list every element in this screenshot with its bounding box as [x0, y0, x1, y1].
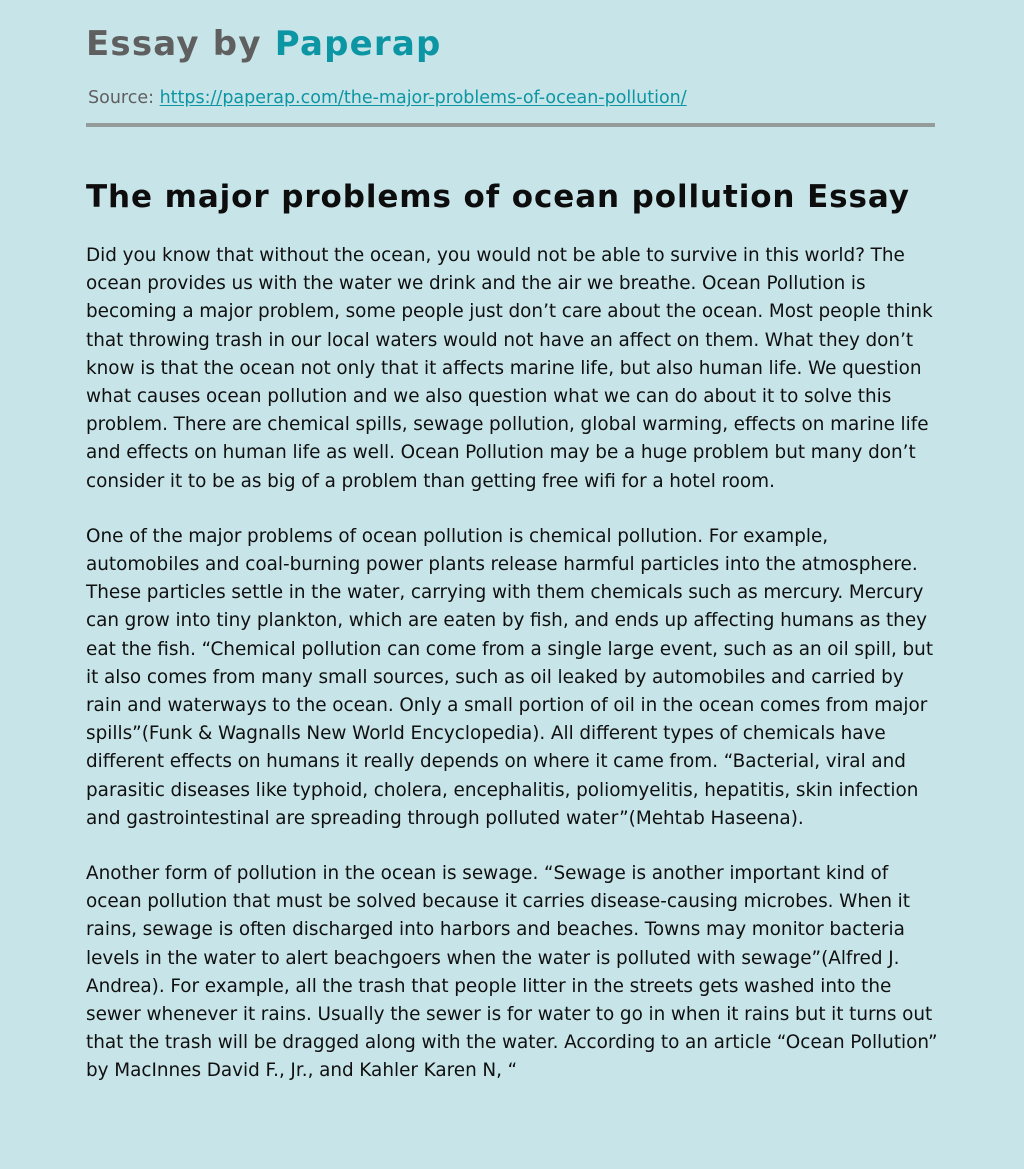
- article-paragraph: Did you know that without the ocean, you would not be able to survive in this world? The ocean provides us with the water we drink and the air we breathe. Ocean Pollution is becoming a major problem, some people just don’t care about the ocean. Most people think that throwing trash in our local waters would not have an affect on them. What they don’t know is that the ocean not only that it affects marine life, but also human life. We question what causes ocean pollution and we also question what we can do about it to solve this problem. There are chemical spills, sewage pollution, global warming, effects on marine life and effects on human life as well. Ocean Pollution may be a huge problem but many don’t consider it to be as big of a problem than getting free wifi for a hotel room.: [86, 245, 933, 492]
- source-url-link[interactable]: https://paperap.com/the-major-problems-of-ocean-pollution/: [159, 88, 687, 108]
- brand-name-label: Paperap: [274, 24, 442, 64]
- header-divider: [86, 123, 935, 127]
- source-line: [88, 86, 687, 110]
- page-title: The major problems of ocean pollution Essay: [86, 179, 910, 215]
- article-body: [86, 242, 938, 1086]
- brand-header: [86, 24, 442, 64]
- source-label: Source:: [88, 88, 155, 108]
- article-container: [86, 178, 938, 1086]
- article-paragraph: One of the major problems of ocean pollution is chemical pollution. For example, automobiles and coal-burning power plants release harmful particles into the atmosphere. These particles settle in the water, carrying with them chemicals such as mercury. Mercury can grow into tiny plankton, which are eaten by fish, and ends up affecting humans as they eat the fish. “Chemical pollution can come from a single large event, such as an oil spill, but it also comes from many small sources, such as oil leaked by automobiles and carried by rain and waterways to the ocean. Only a small portion of oil in the ocean comes from major spills”(Funk & Wagnalls New World Encyclopedia). All different types of chemicals have different effects on humans it really depends on where it came from. “Bacterial, viral and parasitic diseases like typhoid, cholera, encephalitis, poliomyelitis, hepatitis, skin infection and gastrointestinal are spreading through polluted water”(Mehtab Haseena).: [86, 525, 934, 829]
- brand-prefix-label: Essay by: [86, 24, 262, 64]
- article-paragraph: Another form of pollution in the ocean is sewage. “Sewage is another important kind of ocean pollution that must be solved because it carries disease-causing microbes. When it rains, sewage is often discharged into harbors and beaches. Towns may monitor bacteria levels in the water to alert beachgoers when the water is polluted with sewage”(Alfred J. Andrea). For example, all the trash that people litter in the streets gets washed into the sewer whenever it rains. Usually the sewer is for water to go in when it rains but it turns out that the trash will be dragged along with the water. According to an article “Ocean Pollution” by MacInnes David F., Jr., and Kahler Karen N, “: [86, 863, 938, 1082]
